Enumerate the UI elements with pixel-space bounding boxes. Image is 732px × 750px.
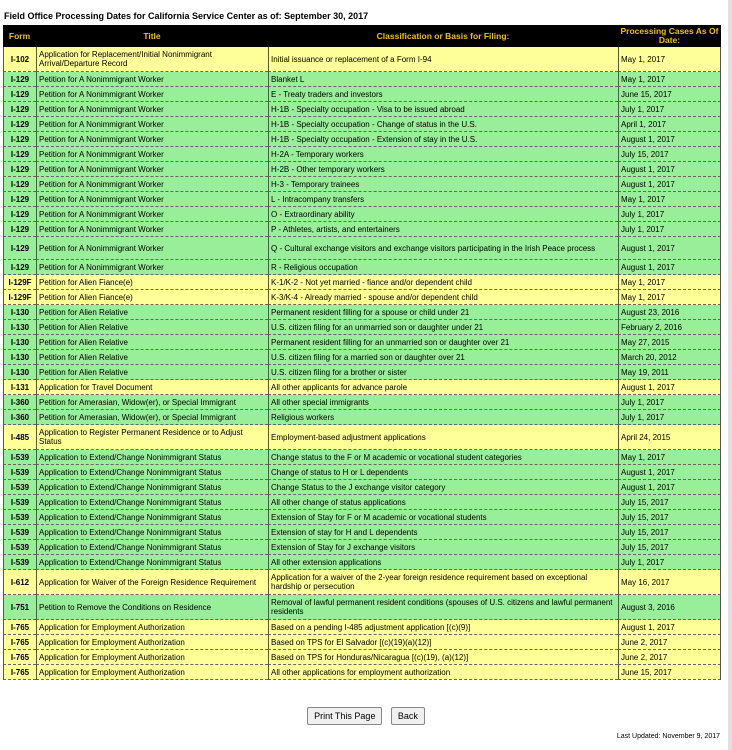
- processing-date-cell: June 15, 2017: [618, 665, 721, 680]
- processing-date-cell: July 15, 2017: [618, 510, 721, 525]
- classification-cell: H-3 - Temporary trainees: [268, 177, 618, 192]
- title-cell: Petition for A Nonimmigrant Worker: [36, 87, 268, 102]
- table-row: [3, 305, 721, 320]
- processing-date-cell: May 1, 2017: [618, 47, 721, 72]
- processing-dates-table-container: [3, 25, 721, 680]
- table-row: [3, 480, 721, 495]
- window-scrollbar-edge[interactable]: [728, 0, 732, 750]
- processing-date-cell: August 1, 2017: [618, 132, 721, 147]
- processing-date-cell: June 15, 2017: [618, 87, 721, 102]
- form-cell: I-129: [3, 207, 36, 222]
- table-row: [3, 540, 721, 555]
- form-cell: I-131: [3, 380, 36, 395]
- processing-date-cell: June 2, 2017: [618, 650, 721, 665]
- table-row: [3, 620, 721, 635]
- title-cell: Petition for A Nonimmigrant Worker: [36, 237, 268, 260]
- classification-cell: All other applications for employment authorization: [268, 665, 618, 680]
- table-row: [3, 570, 721, 595]
- title-cell: Application for Waiver of the Foreign Residence Requirement: [36, 570, 268, 595]
- classification-cell: Change of status to H or L dependents: [268, 465, 618, 480]
- title-cell: Application to Extend/Change Nonimmigrant Status: [36, 465, 268, 480]
- form-cell: I-130: [3, 320, 36, 335]
- classification-cell: Application for a waiver of the 2-year foreign residence requirement based on exceptional hardship or persecution: [268, 570, 618, 595]
- form-cell: I-129: [3, 132, 36, 147]
- form-cell: I-765: [3, 650, 36, 665]
- table-header-row: [3, 25, 721, 47]
- form-cell: I-130: [3, 335, 36, 350]
- table-row: [3, 395, 721, 410]
- classification-cell: All other applicants for advance parole: [268, 380, 618, 395]
- title-cell: Application for Travel Document: [36, 380, 268, 395]
- processing-date-cell: August 1, 2017: [618, 620, 721, 635]
- table-row: [3, 365, 721, 380]
- table-row: [3, 595, 721, 620]
- classification-cell: U.S. citizen filing for a married son or daughter over 21: [268, 350, 618, 365]
- table-row: [3, 290, 721, 305]
- processing-date-cell: August 1, 2017: [618, 465, 721, 480]
- classification-cell: Removal of lawful permanent resident conditions (spouses of U.S. citizens and lawful permanent residents: [268, 595, 618, 620]
- processing-date-cell: August 1, 2017: [618, 237, 721, 260]
- form-cell: I-485: [3, 425, 36, 450]
- title-cell: Petition for Alien Relative: [36, 350, 268, 365]
- form-cell: I-751: [3, 595, 36, 620]
- table-row: [3, 222, 721, 237]
- table-row: [3, 510, 721, 525]
- classification-cell: Change Status to the J exchange visitor category: [268, 480, 618, 495]
- processing-date-cell: May 1, 2017: [618, 72, 721, 87]
- classification-cell: Q - Cultural exchange visitors and exchange visitors participating in the Irish Peace process: [268, 237, 618, 260]
- classification-cell: U.S. citizen filing for an unmarried son or daughter under 21: [268, 320, 618, 335]
- classification-cell: K-1/K-2 - Not yet married - fiance and/or dependent child: [268, 275, 618, 290]
- table-row: [3, 410, 721, 425]
- processing-date-cell: April 24, 2015: [618, 425, 721, 450]
- title-cell: Petition for Alien Relative: [36, 335, 268, 350]
- title-cell: Application for Employment Authorization: [36, 650, 268, 665]
- column-header-classification: Classification or Basis for Filing:: [268, 25, 618, 47]
- classification-cell: L - Intracompany transfers: [268, 192, 618, 207]
- title-cell: Petition for A Nonimmigrant Worker: [36, 72, 268, 87]
- table-caption: Field Office Processing Dates for California Service Center as of: September 30, 2017: [4, 11, 369, 21]
- table-row: [3, 177, 721, 192]
- form-cell: I-539: [3, 495, 36, 510]
- classification-cell: U.S. citizen filing for a brother or sister: [268, 365, 618, 380]
- table-body: [3, 47, 721, 680]
- form-cell: I-129: [3, 87, 36, 102]
- table-row: [3, 47, 721, 72]
- form-cell: I-612: [3, 570, 36, 595]
- title-cell: Application to Extend/Change Nonimmigrant Status: [36, 480, 268, 495]
- classification-cell: H-2B - Other temporary workers: [268, 162, 618, 177]
- form-cell: I-360: [3, 395, 36, 410]
- processing-date-cell: July 15, 2017: [618, 495, 721, 510]
- title-cell: Petition for Alien Fiance(e): [36, 290, 268, 305]
- table-row: [3, 635, 721, 650]
- processing-date-cell: August 23, 2016: [618, 305, 721, 320]
- form-cell: I-129: [3, 117, 36, 132]
- table-row: [3, 450, 721, 465]
- form-cell: I-129: [3, 237, 36, 260]
- form-cell: I-539: [3, 525, 36, 540]
- table-row: [3, 425, 721, 450]
- title-cell: Application for Replacement/Initial Nonimmigrant Arrival/Departure Record: [36, 47, 268, 72]
- processing-date-cell: May 19, 2011: [618, 365, 721, 380]
- title-cell: Petition for A Nonimmigrant Worker: [36, 147, 268, 162]
- form-cell: I-129F: [3, 275, 36, 290]
- classification-cell: All other change of status applications: [268, 495, 618, 510]
- processing-date-cell: July 1, 2017: [618, 410, 721, 425]
- title-cell: Application to Extend/Change Nonimmigrant Status: [36, 450, 268, 465]
- table-row: [3, 665, 721, 680]
- processing-date-cell: May 1, 2017: [618, 450, 721, 465]
- processing-date-cell: July 15, 2017: [618, 525, 721, 540]
- processing-date-cell: July 1, 2017: [618, 222, 721, 237]
- title-cell: Petition for Amerasian, Widow(er), or Special Immigrant: [36, 410, 268, 425]
- table-row: [3, 132, 721, 147]
- form-cell: I-129: [3, 177, 36, 192]
- processing-date-cell: July 1, 2017: [618, 102, 721, 117]
- classification-cell: Based on TPS for El Salvador [(c)(19)(a)(12)]: [268, 635, 618, 650]
- classification-cell: All other special immigrants: [268, 395, 618, 410]
- classification-cell: Based on TPS for Honduras/Nicaragua [(c)(19), (a)(12)]: [268, 650, 618, 665]
- title-cell: Petition for A Nonimmigrant Worker: [36, 117, 268, 132]
- title-cell: Application to Extend/Change Nonimmigrant Status: [36, 540, 268, 555]
- last-updated-text: Last Updated: November 9, 2017: [616, 733, 720, 740]
- title-cell: Application for Employment Authorization: [36, 635, 268, 650]
- processing-date-cell: August 1, 2017: [618, 480, 721, 495]
- classification-cell: Extension of Stay for J exchange visitors: [268, 540, 618, 555]
- form-cell: I-129: [3, 102, 36, 117]
- table-row: [3, 260, 721, 275]
- processing-date-cell: May 16, 2017: [618, 570, 721, 595]
- form-cell: I-539: [3, 540, 36, 555]
- title-cell: Application for Employment Authorization: [36, 620, 268, 635]
- processing-date-cell: August 1, 2017: [618, 260, 721, 275]
- form-cell: I-129: [3, 147, 36, 162]
- processing-date-cell: August 1, 2017: [618, 177, 721, 192]
- table-row: [3, 275, 721, 290]
- column-header-title: Title: [36, 25, 268, 47]
- classification-cell: Extension of Stay for F or M academic or vocational students: [268, 510, 618, 525]
- title-cell: Petition to Remove the Conditions on Residence: [36, 595, 268, 620]
- form-cell: I-539: [3, 480, 36, 495]
- processing-date-cell: July 1, 2017: [618, 555, 721, 570]
- classification-cell: Blanket L: [268, 72, 618, 87]
- classification-cell: Permanent resident filling for a spouse or child under 21: [268, 305, 618, 320]
- form-cell: I-765: [3, 665, 36, 680]
- classification-cell: O - Extraordinary ability: [268, 207, 618, 222]
- table-row: [3, 525, 721, 540]
- processing-date-cell: June 2, 2017: [618, 635, 721, 650]
- processing-date-cell: July 1, 2017: [618, 207, 721, 222]
- table-row: [3, 465, 721, 480]
- title-cell: Petition for Amerasian, Widow(er), or Special Immigrant: [36, 395, 268, 410]
- title-cell: Petition for A Nonimmigrant Worker: [36, 207, 268, 222]
- title-cell: Petition for A Nonimmigrant Worker: [36, 192, 268, 207]
- title-cell: Application to Extend/Change Nonimmigrant Status: [36, 555, 268, 570]
- classification-cell: Based on a pending I-485 adjustment application [(c)(9)]: [268, 620, 618, 635]
- classification-cell: Permanent resident filling for an unmarried son or daughter over 21: [268, 335, 618, 350]
- column-header-processing-date: Processing Cases As Of Date:: [618, 25, 721, 47]
- title-cell: Petition for Alien Relative: [36, 320, 268, 335]
- classification-cell: Religious workers: [268, 410, 618, 425]
- title-cell: Application to Extend/Change Nonimmigrant Status: [36, 525, 268, 540]
- table-row: [3, 87, 721, 102]
- classification-cell: Initial issuance or replacement of a Form I-94: [268, 47, 618, 72]
- print-page-button[interactable]: Print This Page: [307, 707, 382, 725]
- title-cell: Petition for A Nonimmigrant Worker: [36, 102, 268, 117]
- table-row: [3, 335, 721, 350]
- form-cell: I-129: [3, 72, 36, 87]
- form-cell: I-539: [3, 465, 36, 480]
- form-cell: I-765: [3, 635, 36, 650]
- processing-date-cell: July 1, 2017: [618, 395, 721, 410]
- classification-cell: Change status to the F or M academic or vocational student categories: [268, 450, 618, 465]
- processing-date-cell: May 1, 2017: [618, 290, 721, 305]
- classification-cell: H-1B - Specialty occupation - Visa to be issued abroad: [268, 102, 618, 117]
- classification-cell: P - Athletes, artists, and entertainers: [268, 222, 618, 237]
- processing-date-cell: August 3, 2016: [618, 595, 721, 620]
- title-cell: Petition for Alien Fiance(e): [36, 275, 268, 290]
- table-row: [3, 207, 721, 222]
- title-cell: Petition for A Nonimmigrant Worker: [36, 222, 268, 237]
- form-cell: I-130: [3, 350, 36, 365]
- title-cell: Application for Employment Authorization: [36, 665, 268, 680]
- button-bar: [0, 706, 732, 725]
- classification-cell: Employment-based adjustment applications: [268, 425, 618, 450]
- table-row: [3, 162, 721, 177]
- classification-cell: H-1B - Specialty occupation - Change of status in the U.S.: [268, 117, 618, 132]
- title-cell: Application to Extend/Change Nonimmigrant Status: [36, 495, 268, 510]
- title-cell: Petition for A Nonimmigrant Worker: [36, 132, 268, 147]
- form-cell: I-360: [3, 410, 36, 425]
- table-row: [3, 72, 721, 87]
- title-cell: Petition for A Nonimmigrant Worker: [36, 260, 268, 275]
- table-row: [3, 495, 721, 510]
- table-row: [3, 650, 721, 665]
- form-cell: I-129F: [3, 290, 36, 305]
- classification-cell: H-1B - Specialty occupation - Extension of stay in the U.S.: [268, 132, 618, 147]
- processing-date-cell: April 1, 2017: [618, 117, 721, 132]
- form-cell: I-129: [3, 222, 36, 237]
- table-row: [3, 380, 721, 395]
- title-cell: Petition for Alien Relative: [36, 305, 268, 320]
- table-row: [3, 350, 721, 365]
- processing-date-cell: May 1, 2017: [618, 275, 721, 290]
- table-row: [3, 237, 721, 260]
- form-cell: I-129: [3, 162, 36, 177]
- table-row: [3, 320, 721, 335]
- processing-date-cell: May 27, 2015: [618, 335, 721, 350]
- form-cell: I-129: [3, 192, 36, 207]
- column-header-form: Form: [3, 25, 36, 47]
- classification-cell: R - Religious occupation: [268, 260, 618, 275]
- table-row: [3, 117, 721, 132]
- classification-cell: H-2A - Temporary workers: [268, 147, 618, 162]
- form-cell: I-130: [3, 305, 36, 320]
- processing-date-cell: August 1, 2017: [618, 380, 721, 395]
- form-cell: I-539: [3, 450, 36, 465]
- title-cell: Petition for A Nonimmigrant Worker: [36, 162, 268, 177]
- processing-date-cell: July 15, 2017: [618, 540, 721, 555]
- form-cell: I-539: [3, 555, 36, 570]
- table-row: [3, 102, 721, 117]
- form-cell: I-102: [3, 47, 36, 72]
- processing-dates-table: [3, 25, 721, 680]
- processing-date-cell: July 15, 2017: [618, 147, 721, 162]
- back-button[interactable]: Back: [391, 707, 425, 725]
- title-cell: Application to Extend/Change Nonimmigrant Status: [36, 510, 268, 525]
- table-row: [3, 555, 721, 570]
- table-row: [3, 147, 721, 162]
- classification-cell: E - Treaty traders and investors: [268, 87, 618, 102]
- title-cell: Petition for A Nonimmigrant Worker: [36, 177, 268, 192]
- form-cell: I-539: [3, 510, 36, 525]
- classification-cell: All other extension applications: [268, 555, 618, 570]
- form-cell: I-765: [3, 620, 36, 635]
- processing-date-cell: August 1, 2017: [618, 162, 721, 177]
- processing-date-cell: May 1, 2017: [618, 192, 721, 207]
- classification-cell: K-3/K-4 - Already married - spouse and/or dependent child: [268, 290, 618, 305]
- processing-date-cell: March 20, 2012: [618, 350, 721, 365]
- table-row: [3, 192, 721, 207]
- classification-cell: Extension of stay for H and L dependents: [268, 525, 618, 540]
- title-cell: Petition for Alien Relative: [36, 365, 268, 380]
- form-cell: I-129: [3, 260, 36, 275]
- title-cell: Application to Register Permanent Residence or to Adjust Status: [36, 425, 268, 450]
- form-cell: I-130: [3, 365, 36, 380]
- processing-date-cell: February 2, 2016: [618, 320, 721, 335]
